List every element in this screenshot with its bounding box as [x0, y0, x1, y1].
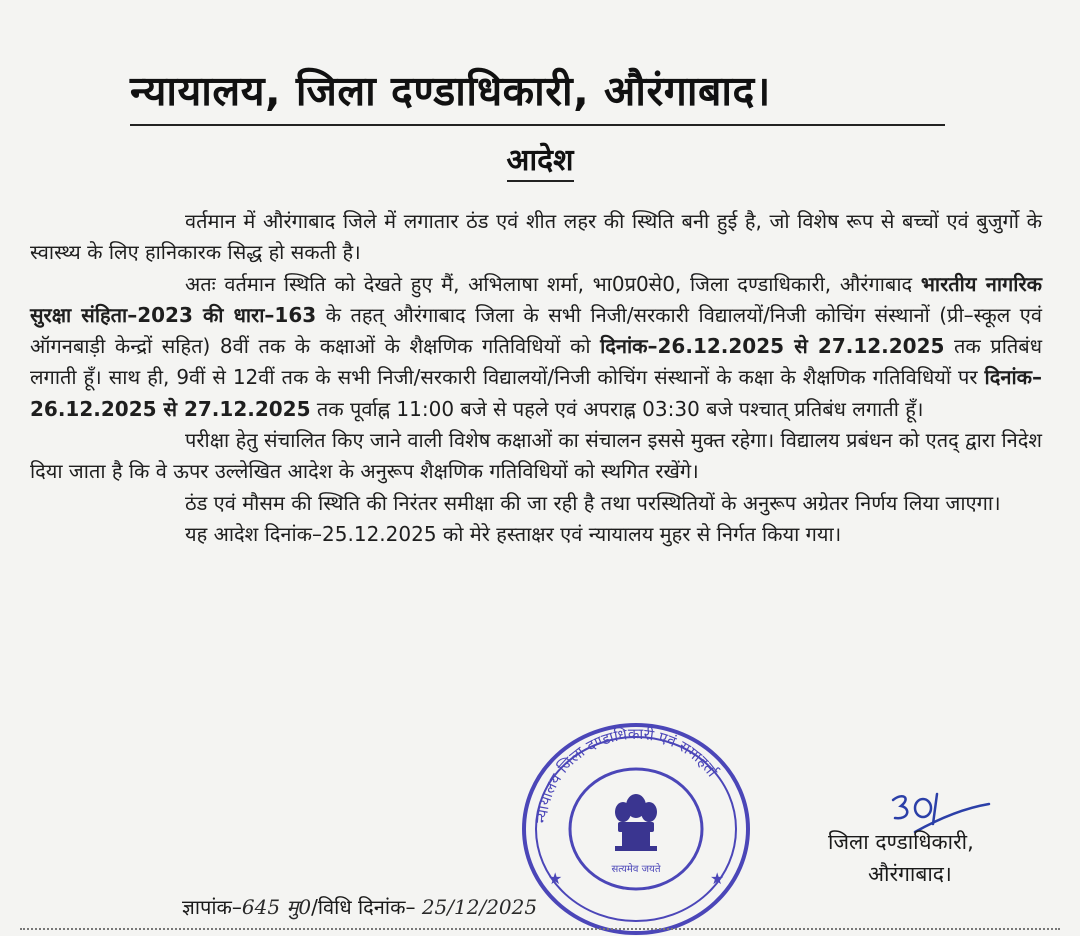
paragraph-text: के तहत् औरंगाबाद जिला के सभी निजी/सरकारी विद्यालयों/निजी कोचिंग संस्थानों (प्री–स्कूल एवं ऑगनबाड़ी केन्द्रों सहित) 8वीं तक के कक्षाओं के शैक्षणिक गतिविधियों को — [30, 302, 1042, 359]
order-paragraph — [30, 269, 1042, 425]
paragraph-text: अतः वर्तमान स्थिति को देखते हुए मैं, अभिलाषा शर्मा, भा0प्र0से0, जिला दण्डाधिकारी, औरंगाबाद — [185, 271, 921, 296]
designation-line-1: जिला दण्डाधिकारी, — [828, 830, 974, 854]
memo-label: ज्ञापांक– — [182, 895, 242, 919]
paragraph-text: ठंड एवं मौसम की स्थिति की निरंतर समीक्षा की जा रही है तथा परस्थितियों के अनुरूप अग्रेतर निर्णय लिया जाएगा। — [185, 490, 1001, 515]
order-heading-text: आदेश — [507, 143, 574, 182]
memo-number: 645 मु0 — [241, 895, 312, 919]
memo-mid: /विधि दिनांक– — [311, 895, 416, 919]
court-title: न्यायालय, जिला दण्डाधिकारी, औरंगाबाद। — [130, 62, 945, 126]
order-paragraph — [30, 206, 1042, 269]
bottom-divider — [20, 928, 1060, 933]
paragraph-text: यह आदेश दिनांक–25.12.2025 को मेरे हस्ताक्षर एवं न्यायालय मुहर से निर्गत किया गया। — [185, 521, 842, 546]
order-paragraph — [30, 488, 1042, 519]
order-heading — [0, 138, 1080, 179]
seal-star-right: ★ — [710, 869, 725, 888]
paragraph-text: परीक्षा हेतु संचालित किए जाने वाली विशेष कक्षाओं का संचालन इससे मुक्त रहेगा। विद्यालय प्रबंधन को एतद् द्वारा निदेश दिया जाता है कि वे ऊपर उल्लेखित आदेश के अनुरूप शैक्षणिक गतिविधियों को स्थगित रखेंगे। — [30, 428, 1042, 484]
paragraph-text: तक पूर्वाह्न 11:00 बजे से पहले एवं अपराह्न 03:30 बजे पश्चात् प्रतिबंध लगाती हूँ। — [310, 396, 924, 421]
emphasized-text: दिनांक–26.12.2025 से 27.12.2025 — [600, 334, 945, 359]
paragraph-text: तक प्रतिबंध लगाती हूँ। साथ ही, 9वीं से 12वीं तक के सभी निजी/सरकारी विद्यालयों/निजी कोचिंग संस्थानों के कक्षा के शैक्षणिक गतिविधियों पर — [30, 334, 1043, 390]
emphasized-text: दिनांक–26.12.2025 से 27.12.2025 — [30, 365, 1042, 421]
designation-line-2: औरंगाबाद। — [868, 862, 952, 886]
signature-block — [828, 826, 1068, 890]
memo-line — [182, 893, 702, 920]
order-paragraph — [30, 425, 1042, 488]
order-body — [30, 206, 1042, 550]
emblem-icon — [615, 794, 657, 851]
seal-motto: सत्यमेव जयते — [611, 864, 661, 875]
paragraph-text: वर्तमान में औरंगाबाद जिले में लगातार ठंड एवं शीत लहर की स्थिति बनी हुई है, जो विशेष रूप से बच्चों एवं बुजुर्गो के स्वास्थ्य के लिए हानिकारक सिद्ध हो सकती है। — [30, 209, 1042, 265]
emphasized-text: भारतीय नागरिक सुरक्षा संहिता–2023 की धारा–163 — [30, 271, 1042, 327]
seal-star-left: ★ — [548, 869, 563, 888]
memo-date: 25/12/2025 — [421, 895, 538, 919]
order-paragraph — [30, 519, 1042, 550]
seal-ring-text: न्यायालय जिला दण्डाधिकारी एवं समाहर्ता — [532, 724, 722, 824]
